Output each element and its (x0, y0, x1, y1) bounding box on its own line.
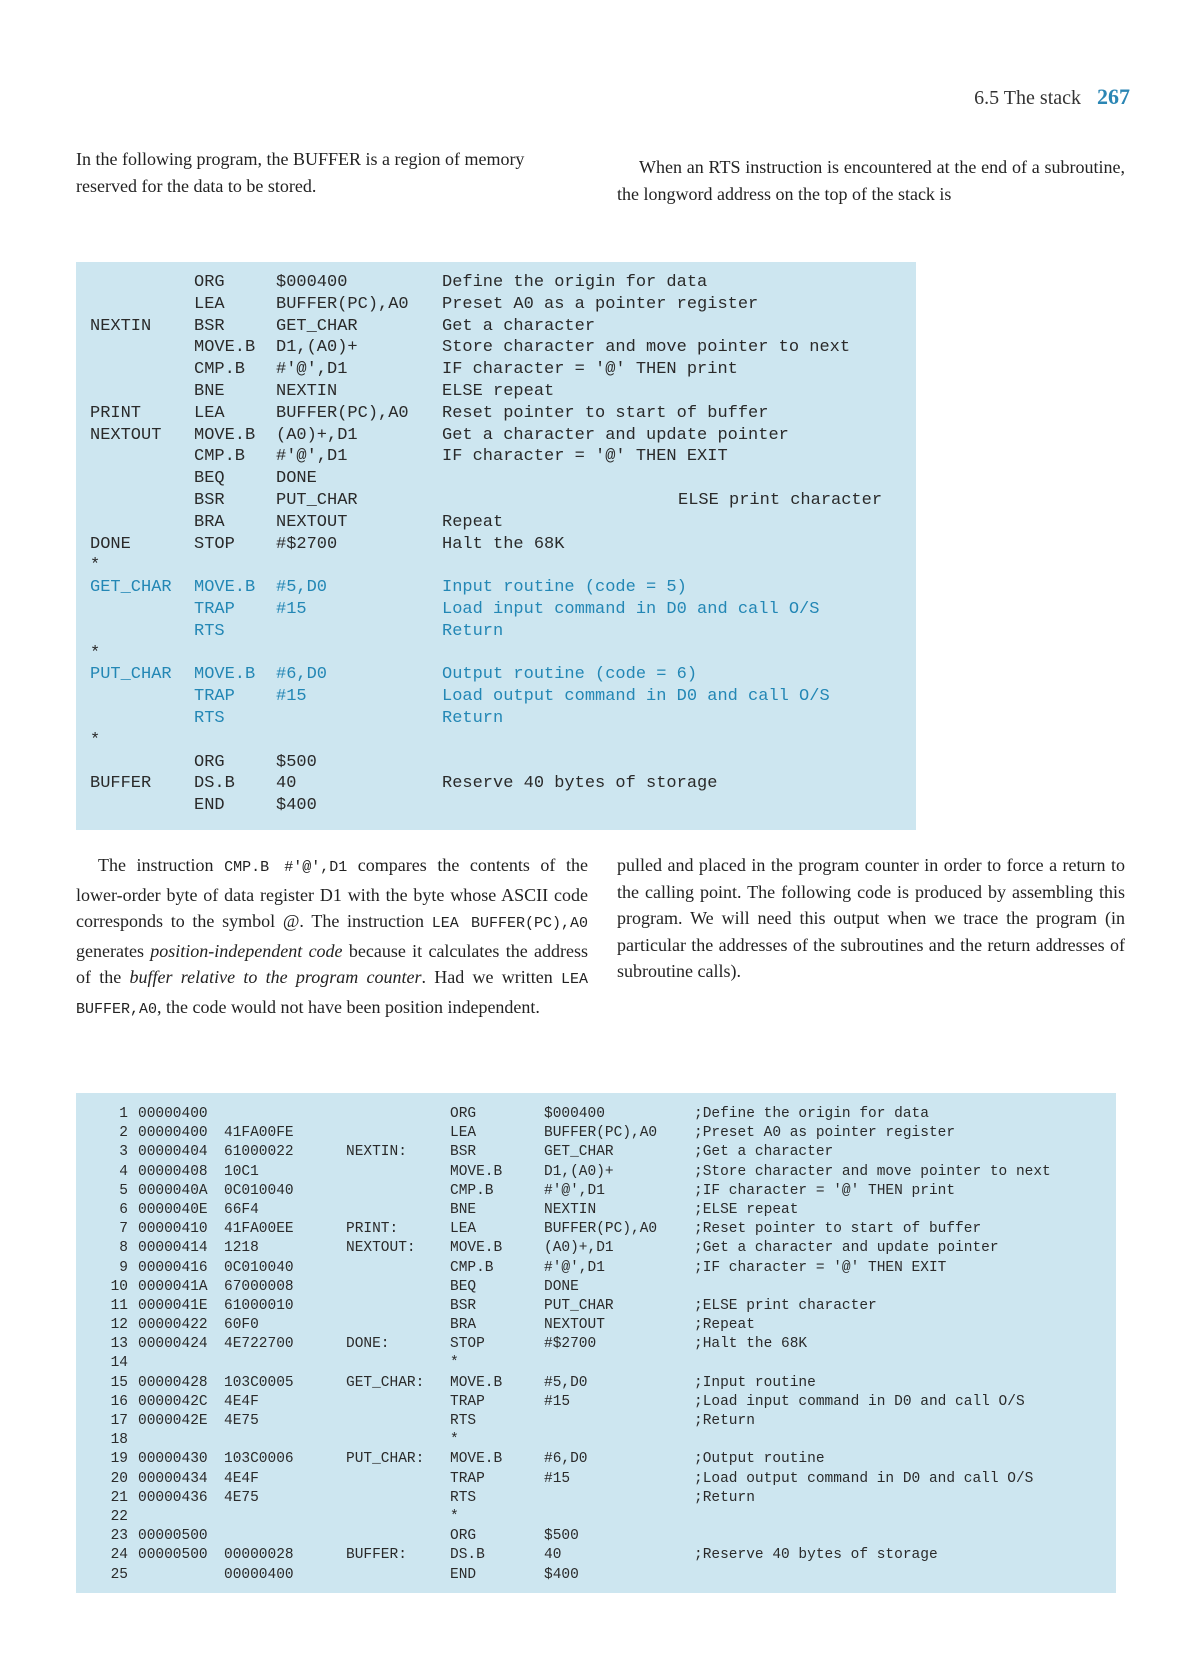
listing-label: PRINT: (346, 1221, 399, 1238)
listing-line (90, 1297, 1116, 1316)
code-line (90, 359, 916, 381)
listing-comment: ;Reset pointer to start of buffer (694, 1221, 982, 1238)
code-line (90, 795, 916, 817)
listing-line (90, 1335, 1116, 1354)
listing-comment: ;Store character and move pointer to next (694, 1163, 1051, 1180)
listing-object-code: 61000010 (224, 1297, 294, 1314)
inline-code-lea-pc: LEA BUFFER(PC),A0 (431, 915, 588, 932)
listing-operand: #'@',D1 (544, 1182, 605, 1199)
listing-line (90, 1527, 1116, 1546)
listing-object-code: 41FA00FE (224, 1125, 294, 1142)
code-line (90, 599, 916, 621)
listing-operand: #15 (544, 1393, 571, 1410)
listing-line (90, 1278, 1116, 1297)
listing-opcode: TRAP (450, 1470, 485, 1487)
listing-line-number: 20 (110, 1470, 128, 1487)
code-operand: #15 (276, 599, 307, 619)
code-comment: Input routine (code = 5) (442, 578, 687, 598)
code-opcode: TRAP (194, 599, 235, 619)
assembler-listing-box (76, 1093, 1116, 1593)
code-opcode: CMP.B (194, 447, 246, 467)
listing-line (90, 1546, 1116, 1565)
listing-opcode: STOP (450, 1336, 485, 1353)
code-label: BUFFER (90, 774, 152, 794)
listing-operand: $500 (544, 1528, 579, 1545)
listing-object-code: 61000022 (224, 1144, 294, 1161)
intro-right-text: When an RTS instruction is encountered at the end of a subroutine, the longword address on the top of the stack is (617, 157, 1125, 204)
code-label: GET_CHAR (90, 578, 172, 598)
body-left-paragraph (76, 852, 588, 1023)
listing-comment: ;Return (694, 1489, 755, 1506)
code-opcode: RTS (194, 621, 225, 641)
listing-operand: PUT_CHAR (544, 1297, 614, 1314)
listing-opcode: RTS (450, 1489, 477, 1506)
listing-operand: DONE (544, 1278, 579, 1295)
listing-opcode: BNE (450, 1201, 477, 1218)
listing-operand: NEXTOUT (544, 1317, 605, 1334)
code-opcode: END (194, 796, 225, 816)
code-comment: Define the origin for data (442, 273, 708, 292)
code-operand: BUFFER(PC),A0 (276, 403, 409, 423)
intro-right-paragraph (617, 154, 1125, 207)
code-label: PUT_CHAR (90, 665, 172, 685)
listing-comment: ;Output routine (694, 1451, 825, 1468)
listing-operand: #'@',D1 (544, 1259, 605, 1276)
body-left-t5: . Had we written (421, 967, 561, 987)
listing-line (90, 1431, 1116, 1450)
listing-line (90, 1259, 1116, 1278)
listing-opcode: DS.B (450, 1547, 485, 1564)
listing-opcode: RTS (450, 1413, 477, 1429)
code-operand: $400 (276, 796, 317, 816)
code-operand: #'@',D1 (276, 360, 348, 380)
listing-address: 00000430 (138, 1451, 208, 1468)
intro-left-paragraph: In the following program, the BUFFER is a region of memory reserved for the data to be stored. (76, 149, 525, 196)
listing-label: GET_CHAR: (346, 1374, 425, 1391)
code-comment: Load output command in D0 and call O/S (442, 687, 830, 707)
listing-object-code: 0C010040 (224, 1182, 294, 1199)
code-opcode: MOVE.B (194, 665, 256, 685)
listing-object-code: 00000400 (224, 1566, 294, 1583)
listing-address: 00000408 (138, 1163, 208, 1180)
code-opcode: MOVE.B (194, 578, 256, 598)
code-operand: NEXTOUT (276, 512, 348, 532)
code-line (90, 512, 916, 534)
listing-opcode: ORG (450, 1528, 477, 1545)
listing-line-number: 16 (110, 1393, 128, 1410)
listing-line-number: 23 (110, 1528, 128, 1545)
code-comment: Reserve 40 bytes of storage (442, 774, 718, 794)
code-comment: Return (442, 621, 504, 641)
listing-opcode: * (450, 1508, 459, 1525)
listing-object-code: 4E75 (224, 1489, 259, 1506)
code-line (90, 294, 916, 316)
code-operand: D1,(A0)+ (276, 338, 358, 358)
code-operand: BUFFER(PC),A0 (276, 294, 409, 314)
code-comment: Repeat (442, 512, 504, 532)
listing-object-code: 10C1 (224, 1163, 259, 1180)
listing-comment: ;Reserve 40 bytes of storage (694, 1547, 938, 1564)
listing-address: 0000040E (138, 1201, 208, 1218)
listing-object-code: 4E4F (224, 1393, 259, 1410)
listing-address: 00000414 (138, 1240, 208, 1257)
listing-address: 0000042E (138, 1413, 208, 1429)
code-label: PRINT (90, 403, 142, 423)
listing-line-number: 2 (119, 1125, 128, 1142)
listing-object-code: 1218 (224, 1240, 259, 1257)
inline-code-lea-abs: LEA BUFFER,A0 (76, 971, 589, 1018)
code-comment: Store character and move pointer to next (442, 338, 851, 358)
listing-opcode: LEA (450, 1221, 477, 1238)
listing-comment: ;Return (694, 1413, 755, 1429)
inline-code-cmp: CMP.B #'@',D1 (224, 859, 348, 876)
code-operand: #5,D0 (276, 578, 328, 598)
code-label: * (90, 556, 101, 576)
listing-comment: ;ELSE print character (694, 1297, 877, 1314)
listing-line (90, 1220, 1116, 1239)
listing-operand: #15 (544, 1470, 571, 1487)
code-operand: $500 (276, 752, 317, 772)
listing-line (90, 1508, 1116, 1527)
listing-operand: (A0)+,D1 (544, 1240, 614, 1257)
code-opcode: ORG (194, 752, 225, 772)
listing-line-number: 15 (110, 1374, 128, 1391)
code-comment: Reset pointer to start of buffer (442, 403, 769, 423)
listing-address: 00000500 (138, 1547, 208, 1564)
listing-line-number: 4 (119, 1163, 128, 1180)
code-line (90, 555, 916, 577)
listing-operand: BUFFER(PC),A0 (544, 1125, 658, 1142)
code-comment: Get a character and update pointer (442, 425, 789, 445)
body-left-t2: compares the contents of the lower-order byte of data register D1 with the byte whose ASCII code corresponds to the symbol @. The instruction (76, 855, 588, 931)
listing-object-code: 41FA00EE (224, 1221, 294, 1238)
listing-address: 00000436 (138, 1489, 208, 1506)
term-position-independent: position-independent code (150, 940, 343, 961)
section-title: 6.5 The stack (974, 87, 1081, 109)
code-line (90, 752, 916, 774)
listing-address: 00000410 (138, 1221, 208, 1238)
listing-comment: ;ELSE repeat (694, 1201, 799, 1218)
code-opcode: MOVE.B (194, 425, 256, 445)
listing-label: DONE: (346, 1336, 390, 1353)
code-line (90, 534, 916, 556)
listing-line (90, 1124, 1116, 1143)
listing-comment: ;Get a character (694, 1144, 834, 1161)
body-left-t6: , the code would not have been position independent. (157, 996, 540, 1017)
code-opcode: MOVE.B (194, 338, 256, 358)
listing-comment: ;Get a character and update pointer (694, 1240, 999, 1257)
code-opcode: DS.B (194, 774, 235, 794)
listing-label: BUFFER: (346, 1547, 407, 1564)
code-opcode: LEA (194, 294, 225, 314)
source-code-box (76, 262, 916, 830)
listing-opcode: LEA (450, 1125, 477, 1142)
listing-comment: ;Define the origin for data (694, 1106, 929, 1122)
code-label: DONE (90, 534, 131, 554)
code-opcode: CMP.B (194, 360, 246, 380)
listing-label: PUT_CHAR: (346, 1451, 425, 1468)
code-comment: Load input command in D0 and call O/S (442, 599, 820, 619)
listing-line-number: 7 (119, 1221, 128, 1238)
listing-line (90, 1239, 1116, 1258)
listing-address: 00000400 (138, 1106, 208, 1122)
listing-object-code: 4E722700 (224, 1336, 294, 1353)
code-label: * (90, 643, 101, 663)
listing-object-code: 66F4 (224, 1201, 259, 1218)
listing-address: 00000400 (138, 1125, 208, 1142)
listing-line-number: 17 (110, 1413, 128, 1429)
code-operand: 40 (276, 774, 297, 794)
code-opcode: BNE (194, 381, 225, 401)
listing-operand: #$2700 (544, 1336, 597, 1353)
listing-line-number: 13 (110, 1336, 128, 1353)
listing-line (90, 1412, 1116, 1431)
listing-object-code: 103C0005 (224, 1374, 294, 1391)
code-label: NEXTOUT (90, 425, 162, 445)
code-operand: DONE (276, 469, 317, 489)
listing-opcode: MOVE.B (450, 1374, 503, 1391)
code-line (90, 490, 916, 512)
listing-opcode: ORG (450, 1106, 477, 1122)
listing-line (90, 1316, 1116, 1335)
code-operand: $000400 (276, 273, 348, 292)
listing-comment: ;Repeat (694, 1317, 755, 1334)
body-right-paragraph: pulled and placed in the program counter in order to force a return to the calling point. The following code is produced by assembling this program. We will need this output when we trace the program (in particular the addresses of the subroutines and the return addresses of subroutine calls). (617, 855, 1125, 981)
listing-comment: ;Input routine (694, 1374, 816, 1391)
code-comment: ELSE print character (678, 490, 883, 510)
listing-opcode: MOVE.B (450, 1451, 503, 1468)
code-operand: #15 (276, 687, 307, 707)
listing-line-number: 9 (119, 1259, 128, 1276)
listing-address: 00000416 (138, 1259, 208, 1276)
listing-address: 0000040A (138, 1182, 208, 1199)
code-comment: Return (442, 708, 504, 728)
code-opcode: BEQ (194, 469, 225, 489)
listing-line (90, 1201, 1116, 1220)
listing-comment: ;Halt the 68K (694, 1336, 808, 1353)
listing-opcode: * (450, 1355, 459, 1372)
code-line (90, 686, 916, 708)
listing-label: NEXTIN: (346, 1144, 407, 1161)
listing-address: 0000041E (138, 1297, 208, 1314)
listing-object-code: 4E4F (224, 1470, 259, 1487)
listing-opcode: BSR (450, 1144, 477, 1161)
listing-comment: ;IF character = '@' THEN EXIT (694, 1259, 947, 1276)
listing-line-number: 1 (119, 1106, 128, 1122)
listing-opcode: TRAP (450, 1393, 485, 1410)
body-left-t4: because it calculates the address of the (76, 940, 588, 987)
code-opcode: LEA (194, 403, 225, 423)
code-comment: Halt the 68K (442, 534, 565, 554)
listing-operand: 40 (544, 1547, 562, 1564)
code-line (90, 643, 916, 665)
listing-opcode: CMP.B (450, 1182, 494, 1199)
code-operand: NEXTIN (276, 381, 338, 401)
listing-line (90, 1143, 1116, 1162)
code-line (90, 468, 916, 490)
listing-comment: ;Load output command in D0 and call O/S (694, 1470, 1034, 1487)
code-line (90, 272, 916, 294)
listing-line-number: 18 (110, 1432, 128, 1449)
code-comment: Get a character (442, 316, 596, 336)
listing-operand: NEXTIN (544, 1201, 597, 1218)
listing-line (90, 1489, 1116, 1508)
listing-line-number: 10 (110, 1278, 128, 1295)
code-line (90, 316, 916, 338)
code-line (90, 664, 916, 686)
listing-line (90, 1393, 1116, 1412)
code-opcode: TRAP (194, 687, 235, 707)
code-label: NEXTIN (90, 316, 152, 336)
listing-line (90, 1163, 1116, 1182)
listing-address: 00000424 (138, 1336, 208, 1353)
page-number: 267 (1097, 84, 1130, 109)
listing-address: 00000428 (138, 1374, 208, 1391)
listing-operand: D1,(A0)+ (544, 1163, 614, 1180)
listing-line (90, 1182, 1116, 1201)
code-line (90, 708, 916, 730)
code-line (90, 425, 916, 447)
listing-address: 00000422 (138, 1317, 208, 1334)
listing-opcode: BEQ (450, 1278, 477, 1295)
code-opcode: RTS (194, 708, 225, 728)
code-operand: #'@',D1 (276, 447, 348, 467)
listing-object-code: 0C010040 (224, 1259, 294, 1276)
listing-address: 0000041A (138, 1278, 208, 1295)
code-opcode: BSR (194, 490, 225, 510)
listing-line (90, 1374, 1116, 1393)
listing-line-number: 14 (110, 1355, 128, 1372)
listing-comment: ;IF character = '@' THEN print (694, 1182, 956, 1199)
listing-line-number: 25 (110, 1566, 128, 1583)
listing-line-number: 21 (110, 1489, 128, 1506)
listing-opcode: MOVE.B (450, 1240, 503, 1257)
code-comment: Output routine (code = 6) (442, 665, 698, 685)
listing-line (90, 1566, 1116, 1585)
listing-line-number: 3 (119, 1144, 128, 1161)
listing-line (90, 1470, 1116, 1489)
running-head (974, 84, 1130, 110)
code-operand: PUT_CHAR (276, 490, 358, 510)
listing-operand: GET_CHAR (544, 1144, 614, 1161)
code-opcode: BSR (194, 316, 225, 336)
code-line (90, 403, 916, 425)
body-left-t3: generates (76, 940, 151, 961)
code-line (90, 381, 916, 403)
listing-line (90, 1354, 1116, 1373)
listing-line (90, 1105, 1116, 1124)
listing-line-number: 12 (110, 1317, 128, 1334)
code-line (90, 773, 916, 795)
listing-line-number: 6 (119, 1201, 128, 1218)
code-line (90, 337, 916, 359)
code-operand: (A0)+,D1 (276, 425, 358, 445)
code-line (90, 621, 916, 643)
listing-address: 00000500 (138, 1528, 208, 1545)
listing-opcode: CMP.B (450, 1259, 494, 1276)
code-opcode: STOP (194, 534, 235, 554)
listing-operand: BUFFER(PC),A0 (544, 1221, 658, 1238)
listing-opcode: END (450, 1566, 477, 1583)
code-comment: Preset A0 as a pointer register (442, 294, 759, 314)
listing-comment: ;Preset A0 as pointer register (694, 1125, 956, 1142)
listing-opcode: BSR (450, 1297, 477, 1314)
code-label: * (90, 730, 101, 750)
listing-opcode: MOVE.B (450, 1163, 503, 1180)
listing-opcode: * (450, 1432, 459, 1449)
code-line (90, 446, 916, 468)
listing-operand: #5,D0 (544, 1374, 588, 1391)
listing-operand: $400 (544, 1566, 579, 1583)
listing-line-number: 22 (110, 1508, 128, 1525)
listing-operand: #6,D0 (544, 1451, 588, 1468)
listing-line-number: 8 (119, 1240, 128, 1257)
code-comment: IF character = '@' THEN print (442, 360, 738, 380)
listing-line-number: 5 (119, 1182, 128, 1199)
listing-line-number: 11 (110, 1297, 128, 1314)
listing-address: 00000434 (138, 1470, 208, 1487)
listing-opcode: BRA (450, 1317, 477, 1334)
code-line (90, 730, 916, 752)
listing-line-number: 19 (110, 1451, 128, 1468)
code-operand: GET_CHAR (276, 316, 358, 336)
listing-line (90, 1450, 1116, 1469)
body-left-t1: The instruction (98, 855, 225, 875)
code-opcode: ORG (194, 273, 225, 292)
listing-comment: ;Load input command in D0 and call O/S (694, 1393, 1025, 1410)
code-comment: IF character = '@' THEN EXIT (442, 447, 728, 467)
listing-object-code: 67000008 (224, 1278, 294, 1295)
listing-object-code: 103C0006 (224, 1451, 294, 1468)
term-buffer-relative: buffer relative to the program counter (129, 967, 422, 987)
listing-object-code: 60F0 (224, 1317, 259, 1334)
code-comment: ELSE repeat (442, 381, 555, 401)
code-opcode: BRA (194, 512, 225, 532)
code-line (90, 577, 916, 599)
listing-object-code: 4E75 (224, 1413, 259, 1429)
listing-operand: $000400 (544, 1106, 605, 1122)
listing-object-code: 00000028 (224, 1547, 294, 1564)
listing-address: 00000404 (138, 1144, 208, 1161)
listing-label: NEXTOUT: (346, 1240, 416, 1257)
code-operand: #6,D0 (276, 665, 328, 685)
code-operand: #$2700 (276, 534, 338, 554)
listing-address: 0000042C (138, 1393, 208, 1410)
listing-line-number: 24 (110, 1547, 128, 1564)
